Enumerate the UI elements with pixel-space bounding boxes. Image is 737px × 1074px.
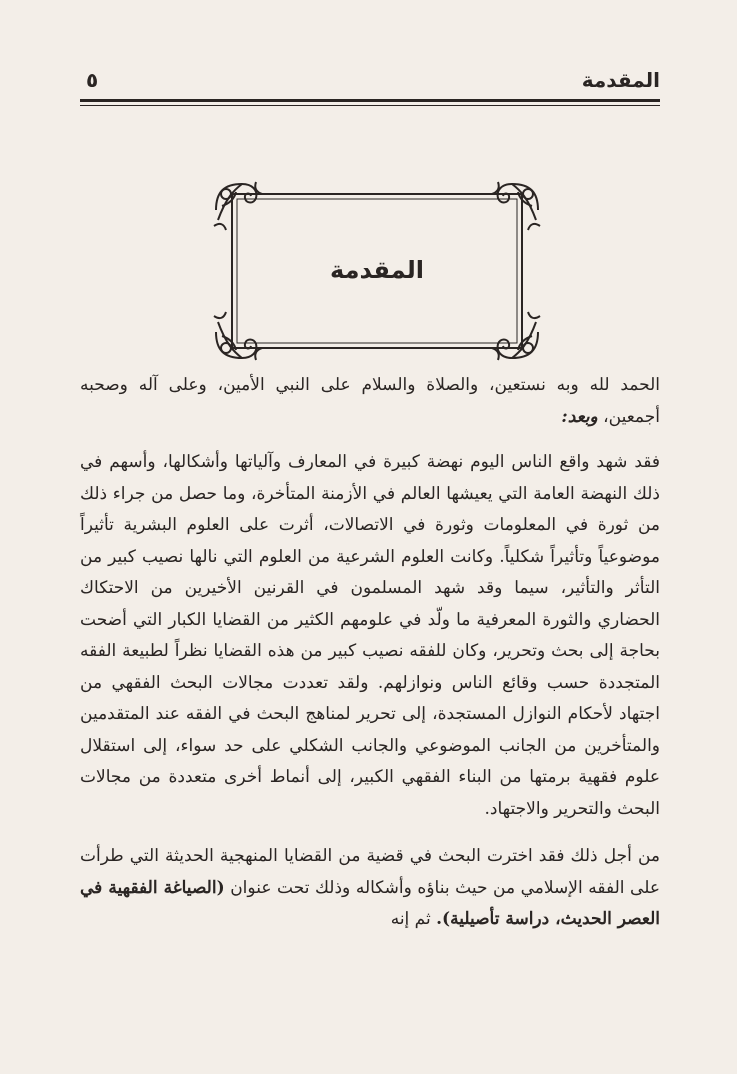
intro-paragraph (80, 370, 660, 433)
header-rule-thin (80, 105, 660, 106)
header-rule-thick (80, 99, 660, 102)
body-text (80, 370, 660, 952)
paragraph-1: فقد شهد واقع الناس اليوم نهضة كبيرة في المعارف وآلياتها وأشكالها، وأسهم في ذلك النهضة العامة التي يعيشها العالم في الأزمنة المتأخرة، وما حصل من جراء ذلك من ثورة في المعلومات وثورة في الاتصالات، أثرت على العلوم البشرية تأثيراً موضوعياً وتأثيراً شكلياً. وكانت العلوم الشرعية من العلوم التي نالها نصيب كبير من التأثر والتأثير، سيما وقد شهد المسلمون في القرنين الأخيرين من الاحتكاك الحضاري والثورة المعرفية ما ولّد في علومهم الكثير من القضايا الكبار التي أضحت بحاجة إلى بحث وتحرير، وكان للفقه نصيب كبير من هذه القضايا نظراً لطبيعة الفقه المتجددة حسب وقائع الناس ونوازلهم. ولقد تعددت مجالات البحث الفقهي من اجتهاد لأحكام النوازل المستجدة، إلى تحرير لمناهج البحث في الفقه عند المتقدمين والمتأخرين من الجانب الموضوعي والجانب الشكلي على حد سواء، إلى استقلال علوم فقهية برمتها من البناء الفقهي الكبير، إلى أنماط أخرى متعددة من مجالات البحث والتحرير والاجتهاد. (80, 452, 660, 819)
intro-emphasis: وبعد: (561, 406, 598, 427)
page-number: ٥ (86, 68, 99, 92)
ornamental-title-frame (212, 180, 542, 362)
paragraph-2-tail: ثم إنه (390, 909, 437, 929)
running-title: المقدمة (581, 68, 660, 92)
section-title: المقدمة (330, 256, 424, 284)
research-title: (الصياغة الفقهية في العصر الحديث، دراسة تأصيلية). (80, 877, 660, 929)
page-header (80, 66, 660, 98)
paragraph-2-text: من أجل ذلك فقد اخترت البحث في قضية من القضايا المنهجية الحديثة التي طرأت على الفقه الإسلامي من حيث بناؤه وأشكاله وذلك تحت عنوان (80, 846, 660, 898)
paragraph-2 (80, 841, 660, 936)
intro-text: الحمد لله وبه نستعين، والصلاة والسلام على النبي الأمين، وعلى آله وصحبه أجمعين، (80, 375, 660, 427)
